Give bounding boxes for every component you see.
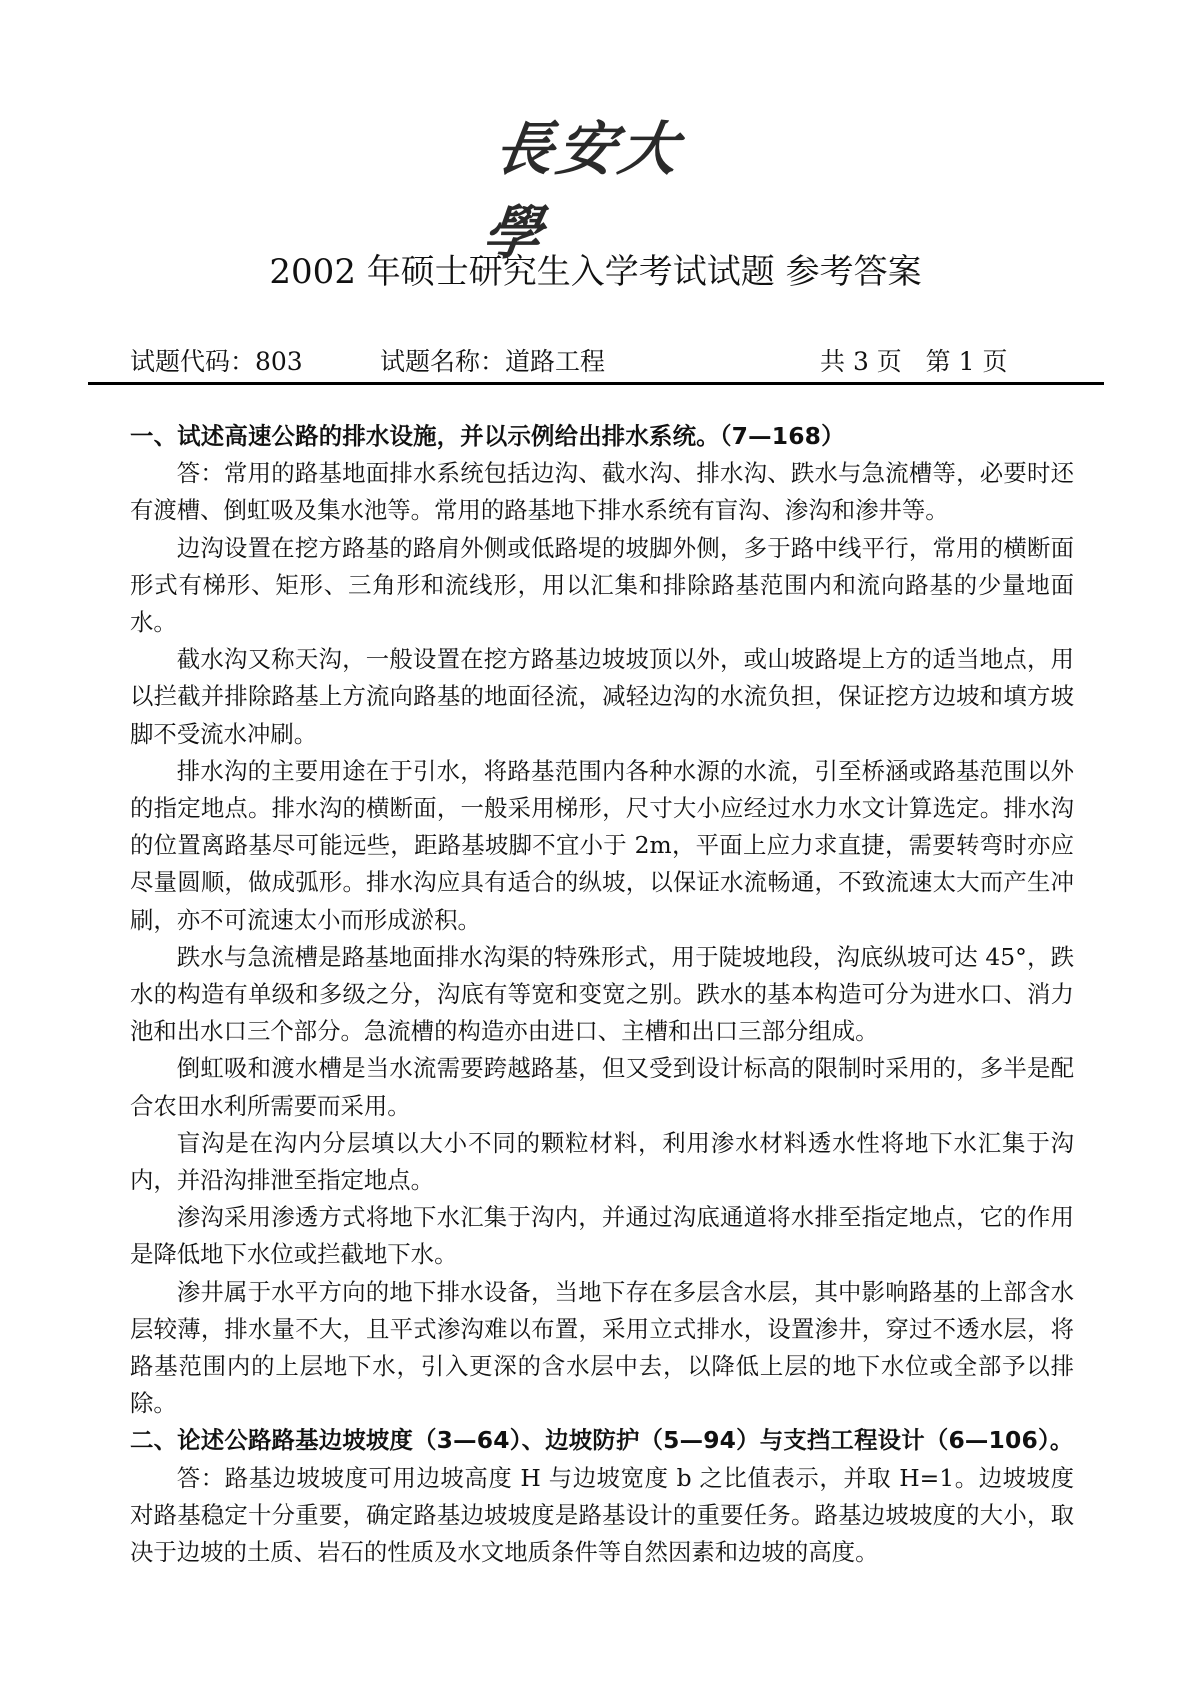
question-heading: 一、试述高速公路的排水设施，并以示例给出排水系统。（7—168）: [130, 422, 845, 450]
page-info: 共 3 页 第 1 页: [820, 347, 1008, 376]
header-divider: [88, 382, 1104, 385]
answer-paragraph: 排水沟的主要用途在于引水，将路基范围内各种水源的水流，引至桥涵或路基范围以外的指定地点。排水沟的横断面，一般采用梯形，尺寸大小应经过水力水文计算选定。排水沟的位置离路基尽可能远些，距路基坡脚不宜小于 2m，平面上应力求直捷，需要转弯时亦应尽量圆顺，做成弧形。排水沟应具有适合的纵坡，以保证水流畅通，不致流速太大而产生冲刷，亦不可流速太小而形成淤积。: [130, 756, 1074, 934]
exam-meta-line: [130, 344, 1050, 380]
question-1: [130, 418, 1074, 1422]
answer-paragraph: 渗井属于水平方向的地下排水设备，当地下存在多层含水层，其中影响路基的上部含水层较薄，排水量不大，且平式渗沟难以布置，采用立式排水，设置渗井，穿过不透水层，将路基范围内的上层地下水，引入更深的含水层中去，以降低上层的地下水位或全部予以排除。: [130, 1277, 1074, 1418]
answer-paragraph: 答：常用的路基地面排水系统包括边沟、截水沟、排水沟、跌水与急流槽等，必要时还有渡槽、倒虹吸及集水池等。常用的路基地下排水系统有盲沟、渗沟和渗井等。: [130, 459, 1074, 525]
answer-paragraph: 截水沟又称天沟，一般设置在挖方路基边坡坡顶以外，或山坡路堤上方的适当地点，用以拦截并排除路基上方流向路基的地面径流，减轻边沟的水流负担，保证挖方边坡和填方坡脚不受流水冲刷。: [130, 645, 1074, 748]
answer-paragraph: 渗沟采用渗透方式将地下水汇集于沟内，并通过沟底通道将水排至指定地点，它的作用是降低地下水位或拦截地下水。: [130, 1203, 1074, 1269]
answer-paragraph: 盲沟是在沟内分层填以大小不同的颗粒材料，利用渗水材料透水性将地下水汇集于沟内，并沿沟排泄至指定地点。: [130, 1128, 1074, 1195]
answer-paragraph: 答：路基边坡坡度可用边坡高度 H 与边坡宽度 b 之比值表示，并取 H=1。边坡坡度对路基稳定十分重要，确定路基边坡坡度是路基设计的重要任务。路基边坡坡度的大小，取决于边坡的土质、岩石的性质及水文地质条件等自然因素和边坡的高度。: [130, 1463, 1074, 1567]
answer-paragraph: 倒虹吸和渡水槽是当水流需要跨越路基，但又受到设计标高的限制时采用的，多半是配合农田水利所需要而采用。: [130, 1054, 1074, 1120]
university-logo: 長安大學: [478, 115, 686, 267]
answer-paragraph: 边沟设置在挖方路基的路肩外侧或低路堤的坡脚外侧，多于路中线平行，常用的横断面形式有梯形、矩形、三角形和流线形，用以汇集和排除路基范围内和流向路基的少量地面水。: [130, 533, 1074, 637]
answer-paragraph: 跌水与急流槽是路基地面排水沟渠的特殊形式，用于陡坡地段，沟底纵坡可达 45°，跌水的构造有单级和多级之分，沟底有等宽和变宽之别。跌水的基本构造可分为进水口、消力池和出水口三个部分。急流槽的构造亦由进口、主槽和出口三部分组成。: [130, 942, 1074, 1046]
exam-code: 试题代码：803: [130, 347, 303, 376]
question-2: [130, 1422, 1074, 1571]
document-title: 2002 年硕士研究生入学考试试题 参考答案: [269, 252, 922, 292]
question-heading: 二、论述公路路基边坡坡度（3—64）、边坡防护（5—94）与支挡工程设计（6—106）。: [130, 1426, 1074, 1455]
exam-name: 试题名称：道路工程: [380, 347, 606, 376]
document-body: [130, 418, 1074, 1571]
